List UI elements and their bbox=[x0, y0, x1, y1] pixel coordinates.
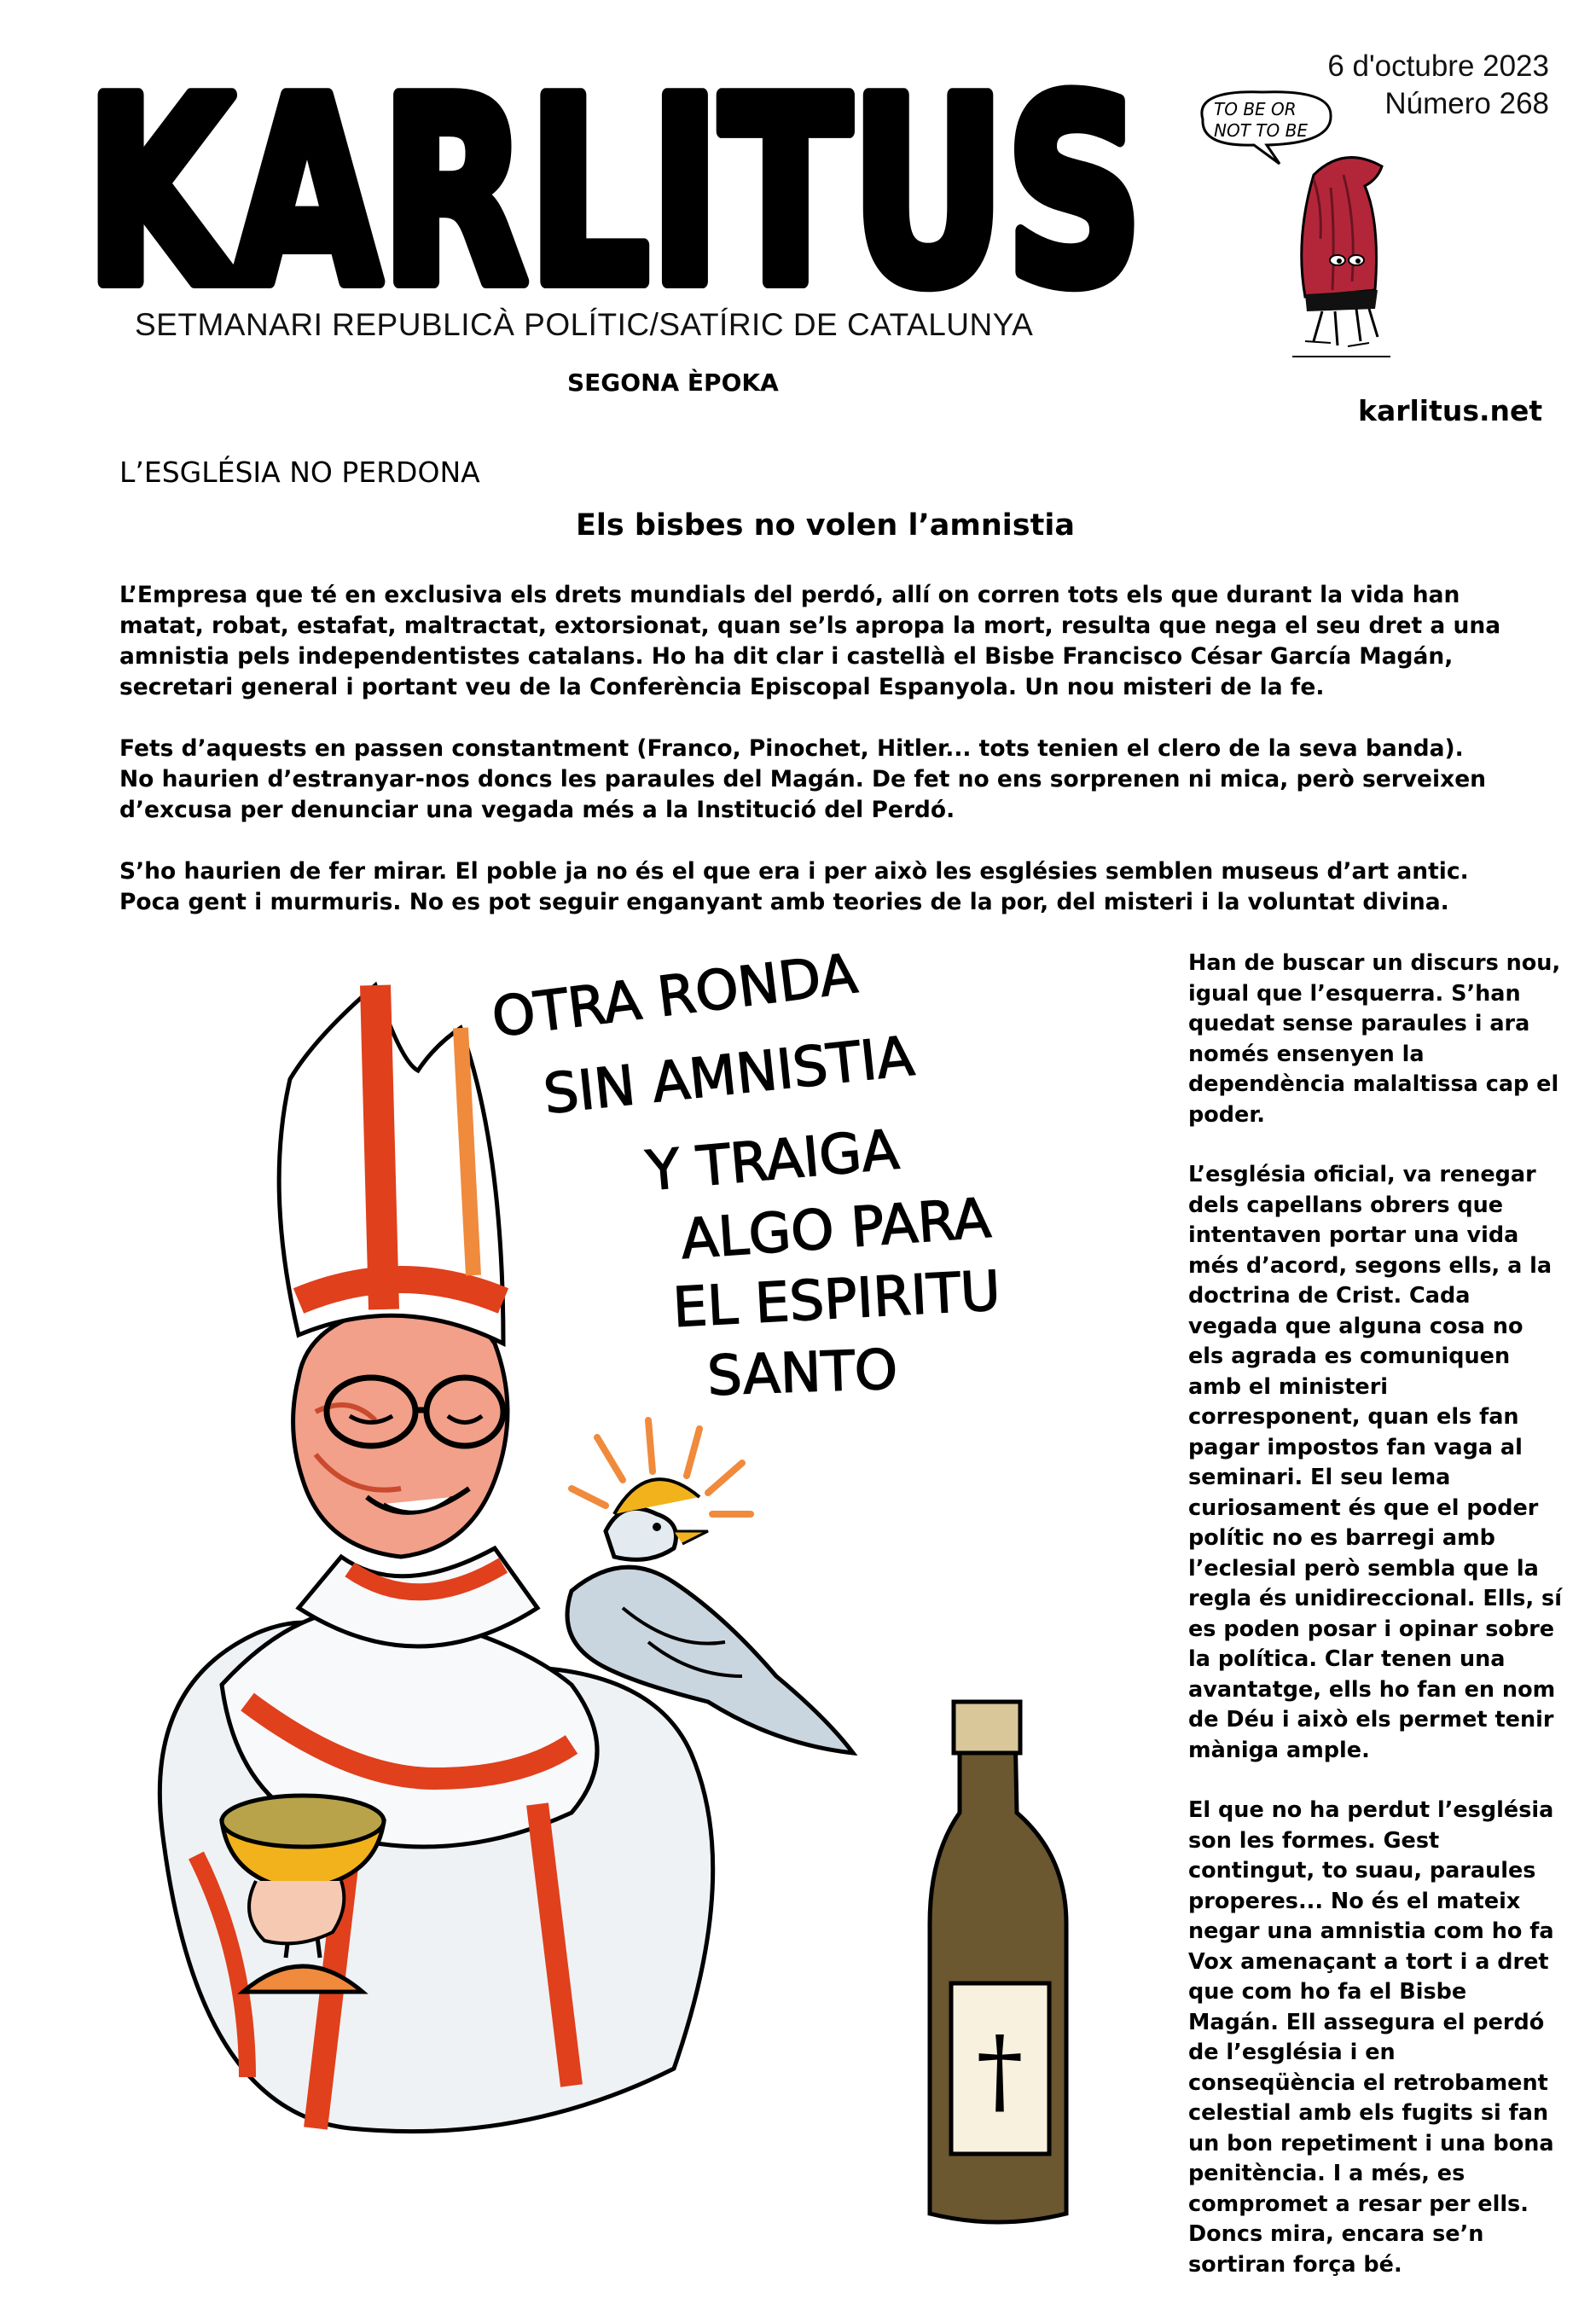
bishop-figure bbox=[160, 985, 1066, 2222]
intro-paragraph-1: L’Empresa que té en exclusiva els drets mundials del perdó, allí on corren tots els que durant la vida han matat, robat, estafat, maltractat, extorsionat, quan se’ls apropa la mort, resulta que nega el seu dret a una amnistia pels independentistes catalans. Ho ha dit clar i castellà el Bisbe Francisco César García Magán, secretari general i portant veu de la Conferència Episcopal Espanyola. Un nou misteri de la fe. bbox=[119, 582, 1501, 700]
issue-date: 6 d'octubre 2023 bbox=[1327, 49, 1549, 83]
speech-line-3: Y TRAIGA bbox=[643, 1118, 902, 1204]
bubble-line-2: NOT TO BE bbox=[1214, 120, 1308, 141]
cartoon-speech bbox=[489, 943, 1002, 1408]
speech-line-4: ALGO PARA bbox=[678, 1187, 993, 1272]
speech-line-6: SANTO bbox=[705, 1338, 899, 1408]
bishop-cartoon bbox=[94, 934, 1152, 2256]
article-side-column bbox=[1188, 949, 1564, 2310]
speech-line-5: EL ESPIRITU bbox=[670, 1259, 1002, 1340]
side-paragraph-3: El que no ha perdut l’església son les formes. Gest contingut, to suau, paraules properes... No és el mateix negar una amnistia com ho fa Vox amenaçant a tort i a dret que com ho fa el Bisbe Magán. Ell assegura el perdó de l’església i en conseqüència el retrobament celestial amb els fugits si fan un bon repetiment i una bona penitència. I a més, es compromet a resar per ells. Doncs mira, encara se’n sortiran força bé. bbox=[1188, 1797, 1554, 2278]
bubble-line-1: TO BE OR bbox=[1214, 99, 1297, 119]
website-link[interactable]: karlitus.net bbox=[1358, 394, 1543, 427]
speech-bubble bbox=[1202, 92, 1331, 164]
intro-paragraph-2: Fets d’aquests en passen constantment (Franco, Pinochet, Hitler... tots tenien el clero de la seva banda). No haurien d’estranyar-nos doncs les paraules del Magán. De fet no ens sorprenen ni mica, però serveixen d’excusa per denunciar una vegada més a la Institució del Perdó. bbox=[119, 735, 1487, 823]
hooded-figure bbox=[1292, 158, 1390, 357]
issue-number: Número 268 bbox=[1384, 87, 1549, 120]
intro-paragraph-3: S’ho haurien de fer mirar. El poble ja no és el que era i per això les esglésies semblen museus d’art antic. Poca gent i murmuris. No es pot seguir enganyant amb teories de la por, del misteri i la voluntat divina. bbox=[119, 858, 1469, 915]
masthead-title: KARLITUS bbox=[85, 44, 1143, 307]
section-title: L’ESGLÉSIA NO PERDONA bbox=[119, 456, 480, 489]
side-paragraph-2: L’església oficial, va renegar dels capellans obrers que intentaven portar una vida més d’acord, segons ells, a la doctrina de Crist. Cada vegada que alguna cosa no els agrada es comuniquen amb el ministeri corresponent, quan els fan pagar impostos fan vaga al seminari. El seu lema curiosament és que el poder polític no es barregi amb l’eclesial però sembla que la regla és unidireccional. Ells, sí es poden posar i opinar sobre la política. Clar tenen una avantatge, ells ho fan en nom de Déu i això els permet tenir màniga ample. bbox=[1188, 1162, 1562, 1763]
wine-bottle bbox=[930, 1702, 1066, 2222]
article-headline: Els bisbes no volen l’amnistia bbox=[576, 508, 1075, 543]
mascot-illustration bbox=[1186, 85, 1442, 384]
speech-line-1: OTRA RONDA bbox=[488, 943, 861, 1050]
masthead-subtitle: SETMANARI REPUBLICÀ POLÍTIC/SATÍRIC DE CATALUNYA bbox=[135, 307, 1034, 342]
speech-line-2: SIN AMNISTIA bbox=[540, 1024, 918, 1127]
side-paragraph-1: Han de buscar un discurs nou, igual que l’esquerra. S’han quedat sense paraules i ara només ensenyen la dependència malaltissa cap el poder. bbox=[1188, 950, 1561, 1128]
masthead-epoch: SEGONA ÈPOKA bbox=[567, 369, 779, 397]
article-intro bbox=[119, 580, 1501, 949]
masthead-logo bbox=[85, 34, 1160, 307]
bottle-cross: † bbox=[976, 2016, 1024, 2125]
